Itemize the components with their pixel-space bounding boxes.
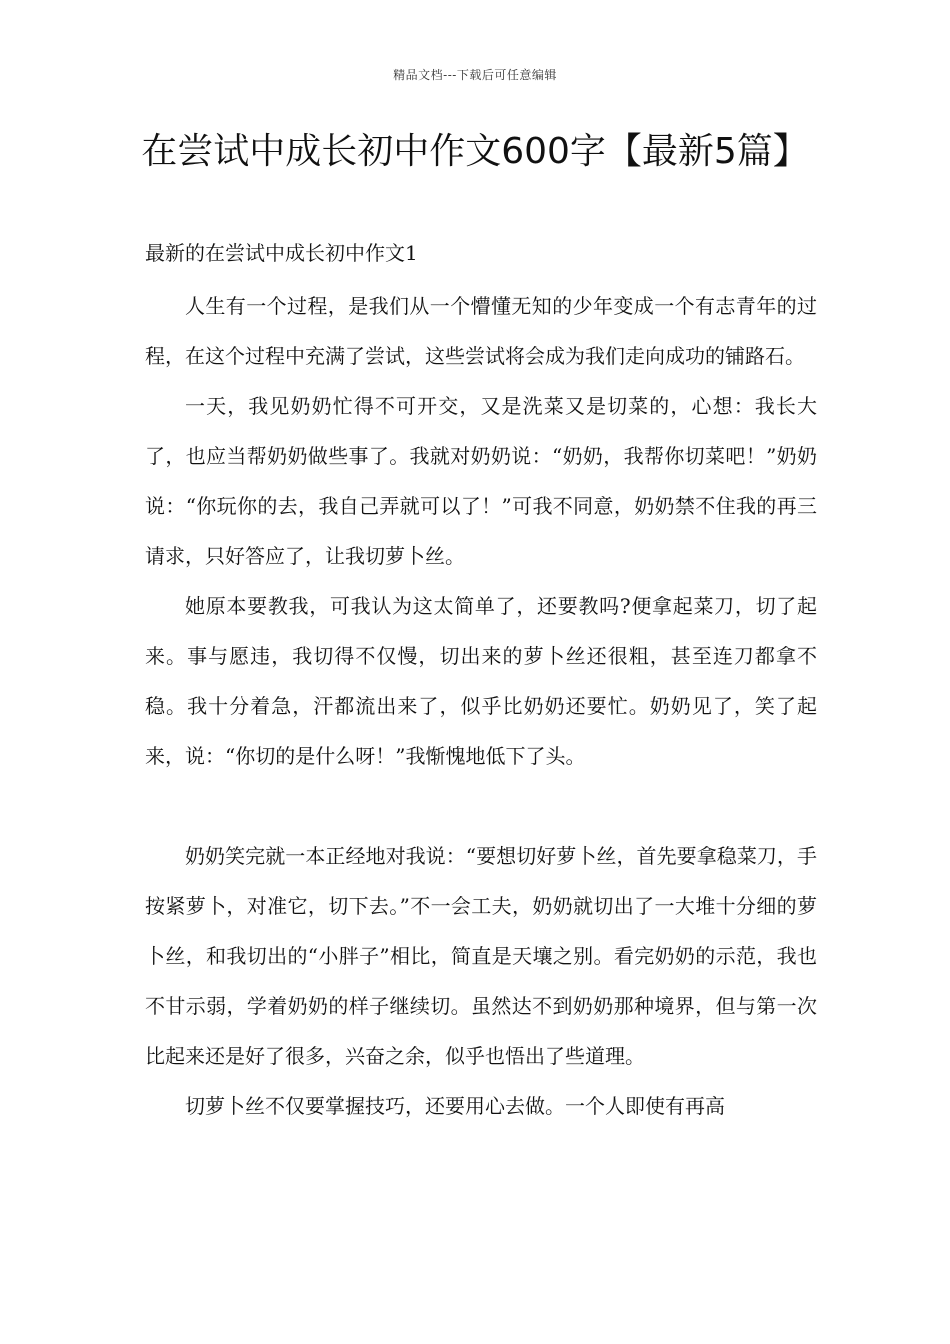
paragraph: 奶奶笑完就一本正经地对我说：“要想切好萝卜丝，首先要拿稳菜刀，手按紧萝卜，对准它，切下去。”不一会工夫，奶奶就切出了一大堆十分细的萝卜丝，和我切出的“小胖子”相比，简直是天壤之别。看完奶奶的示范，我也不甘示弱，学着奶奶的样子继续切。虽然达不到奶奶那种境界，但与第一次比起来还是好了很多，兴奋之余，似乎也悟出了些道理。	[145, 844, 817, 1068]
paragraph: 人生有一个过程，是我们从一个懵懂无知的少年变成一个有志青年的过程，在这个过程中充满了尝试，这些尝试将会成为我们走向成功的铺路石。	[145, 294, 817, 368]
paragraph: 她原本要教我，可我认为这太简单了，还要教吗?便拿起菜刀，切了起来。事与愿违，我切得不仅慢，切出来的萝卜丝还很粗，甚至连刀都拿不稳。我十分着急，汗都流出来了，似乎比奶奶还要忙。奶奶见了，笑了起来，说：“你切的是什么呀！”我惭愧地低下了头。	[145, 594, 817, 768]
paragraph: 一天，我见奶奶忙得不可开交，又是洗菜又是切菜的，心想：我长大了，也应当帮奶奶做些事了。我就对奶奶说：“奶奶，我帮你切菜吧！”奶奶说：“你玩你的去，我自己弄就可以了！”可我不同意，奶奶禁不住我的再三请求，只好答应了，让我切萝卜丝。	[145, 394, 817, 568]
section-subtitle: 最新的在尝试中成长初中作文1	[145, 241, 418, 265]
paragraph: 切萝卜丝不仅要掌握技巧，还要用心去做。一个人即使有再高	[185, 1094, 725, 1118]
header-note: 精品文档---下载后可任意编辑	[393, 68, 557, 82]
document-body	[145, 281, 817, 1131]
document-title: 在尝试中成长初中作文600字【最新5篇】	[141, 131, 809, 172]
